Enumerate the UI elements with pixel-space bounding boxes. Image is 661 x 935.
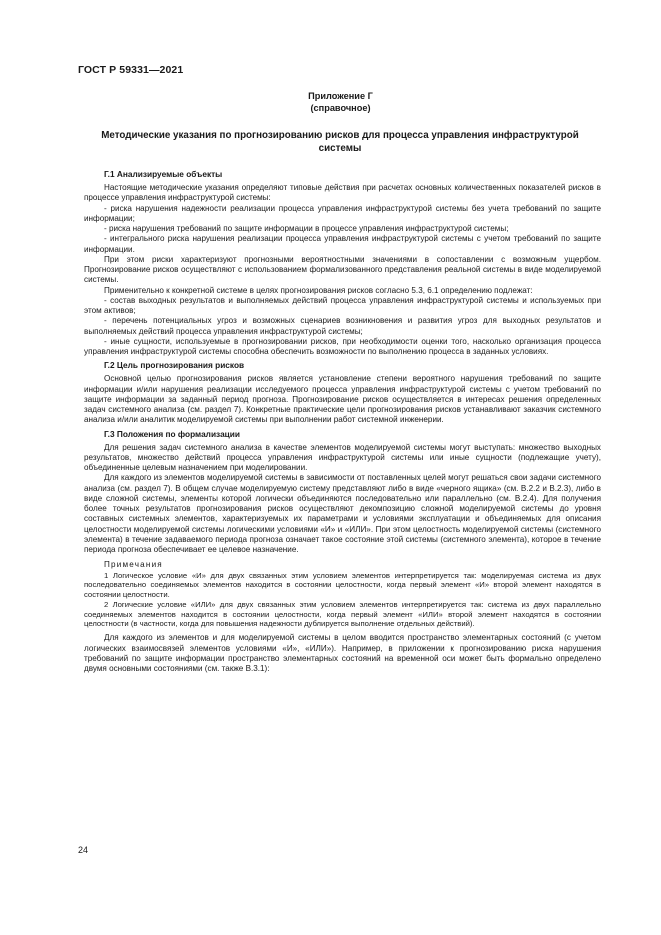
notes-heading: Примечания [104,560,163,570]
section-heading: Г.3 Положения по формализации [104,428,240,439]
list-item: - интегрального риска нарушения реализации процесса управления инфраструктурой системы с учетом требований по защите информации. [84,234,601,254]
list-item: - иные сущности, используемые в прогнозировании рисков, при необходимости оценки того, насколько организация процесса управления инфраструктурой системы способна обеспечить возможности по выполнению процесса в заданных условиях. [84,336,601,356]
paragraph: Основной целью прогнозирования рисков является установление степени вероятного нарушения требований по защите информации и/или нарушения реализации исследуемого процесса управления инфраструктурой системы с учетом требований по защите информации за заданный период прогноза. Прогнозирование рисков осуществляется в интересах решения определенных задач системного анализа (см. раздел 7). Конкретные практические цели прогнозирования рисков устанавливают заказчик системного анализа и/или аналитик моделируемой системы при выполнении работ системной инженерии. [84,374,601,425]
list-item: - риска нарушения требований по защите информации в процессе управления инфраструктурой системы; [104,224,509,233]
list-item: - перечень потенциальных угроз и возможных сценариев возникновения и развития угроз для выходных результатов и выполняемых действий процесса управления инфраструктурой системы; [84,316,601,336]
paragraph: Для каждого из элементов моделируемой системы в зависимости от поставленных целей могут решаться свои задачи системного анализа (см. раздел 7). В общем случае моделируемую систему представляют либо в виде «черного ящика» (см. В.2.2 и В.2.3), либо в виде сложной системы, элементы которой логически объединяются последовательно или параллельно (см. В.2.4). Для получения более точных результатов прогнозирования рисков осуществляют декомпозицию сложной моделируемой системы до уровня составных системных элементов, характеризуемых их параметрами и условиями эксплуатации и объединяемых для описания целостности моделируемой системы логическими условиями «И» и «ИЛИ». При этом целостность моделируемой системы (системного элемента) в течение задаваемого периода прогноза означает такое состояние этой системы (системного элемента), которое в течение периода прогноза обеспечивает ее целевое назначение. [84,473,601,554]
appendix-title: Методические указания по прогнозированию рисков для процесса управления инфраструктурой системы [101,130,579,154]
notes-block [84,571,601,630]
appendix-type: (справочное) [310,103,371,113]
appendix-label-block [78,90,603,114]
paragraph: Настоящие методические указания определяют типовые действия при расчетах основных количественных показателей рисков в процессе управления инфраструктурой системы: [84,183,601,203]
paragraph: При этом риски характеризуют прогнозными вероятностными значениями в сопоставлении с возможным ущербом. Прогнозирование рисков осуществляют с использованием формализованного представления реальной системы в виде моделируемой системы. [84,254,601,285]
section-heading: Г.1 Анализируемые объекты [104,169,223,179]
appendix-label: Приложение Г [308,91,373,101]
section-heading: Г.2 Цель прогнозирования рисков [104,360,245,371]
note-item: 1 Логическое условие «И» для двух связанных этим условием элементов интерпретируется так: моделируемая система из двух последовательно соединяемых элементов находится в состоянии целостности, когда первый элемент «И» второй элемент находятся в состоянии целостности. [84,570,601,600]
note-item: 2 Логические условие «ИЛИ» для двух связанных этим условием элементов интерпретируется так: система из двух параллельно соединяемых элементов находится в состоянии целостности, когда первый элемент «ИЛИ» второй элемент находятся в состоянии целостности (в частности, когда для повышения надежности дублируется выполнение отдельных действий). [84,599,601,629]
document-body [84,169,601,674]
paragraph: Для решения задач системного анализа в качестве элементов моделируемой системы могут выступать: множество выходных результатов, множество действий процесса управления инфраструктурой системы или иные сущности (подлежащие учету), объединенные целевым назначением при моделировании. [84,442,601,472]
page-number: 24 [78,845,89,855]
standard-header: ГОСТ Р 59331—2021 [78,64,184,76]
paragraph: Для каждого из элементов и для моделируемой системы в целом вводится пространство элементарных состояний (с учетом логических взаимосвязей элементов условиями «И», «ИЛИ»). Например, в приложении к прогнозированию риска нарушения требований по защите информации пространство элементарных состояний на временной оси может быть формально определено двумя основными состояниями (см. также В.3.1): [84,633,601,674]
list-item: - состав выходных результатов и выполняемых действий процесса управления инфраструктурой системы и используемых при этом активов; [84,295,601,315]
paragraph: Применительно к конкретной системе в целях прогнозирования рисков согласно 5.3, 6.1 определению подлежат: [104,285,533,295]
list-item: - риска нарушения надежности реализации процесса управления инфраструктурой системы без учета требований по защите информации; [84,203,601,223]
